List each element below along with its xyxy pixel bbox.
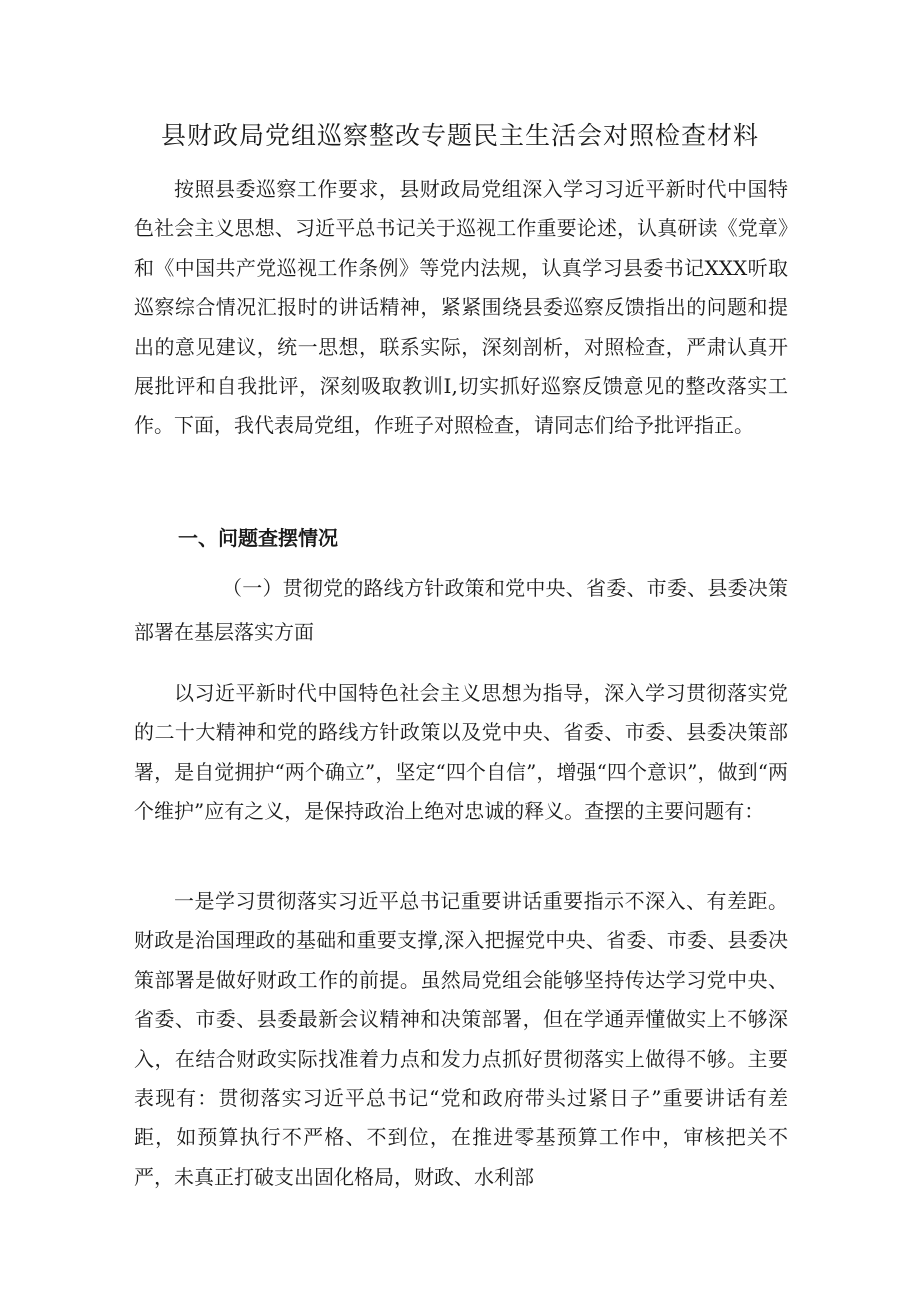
intro-paragraph: 按照县委巡察工作要求，县财政局党组深入学习习近平新时代中国特色社会主义思想、习近平总书记关于巡视工作重要论述，认真研读《党章》和《中国共产党巡视工作条例》等党内法规，认真学习县委书记XXX听取巡察综合情况汇报时的讲话精神，紧紧围绕县委巡察反馈指出的问题和提出的意见建议，统一思想，联系实际，深刻剖析，对照检查，严肃认真开展批评和自我批评，深刻吸取教训I,切实抓好巡察反馈意见的整改落实工作。下面，我代表局党组，作班子对照检查，请同志们给予批评指正。 bbox=[134, 177, 788, 438]
section-heading: 一、问题查摆情况 bbox=[178, 526, 338, 550]
document-title: 县财政局党组巡察整改专题民主生活会对照检查材料 bbox=[160, 121, 759, 150]
guidance-paragraph: 以习近平新时代中国特色社会主义思想为指导，深入学习贯彻落实党的二十大精神和党的路线方针政策以及党中央、省委、市委、县委决策部署，是自觉拥护“两个确立”，坚定“四个自信”，增强“四个意识”，做到“两个维护”应有之义，是保持政治上绝对忠诚的释义。查摆的主要问题有： bbox=[134, 681, 788, 824]
issue-paragraph: 一是学习贯彻落实习近平总书记重要讲话重要指示不深入、有差距。财政是治国理政的基础和重要支撑,深入把握党中央、省委、市委、县委决策部署是做好财政工作的前提。虽然局党组会能够坚持传达学习党中央、省委、市委、县委最新会议精神和决策部署，但在学通弄懂做实上不够深入，在结合财政实际找准着力点和发力点抓好贯彻落实上做得不够。主要表现有：贯彻落实习近平总书记“党和政府带头过紧日子”重要讲话有差距，如预算执行不严格、不到位，在推进零基预算工作中，审核把关不严，未真正打破支出固化格局，财政、水利部 bbox=[134, 889, 788, 1189]
subsection-heading: （一）贯彻党的路线方针政策和党中央、省委、市委、县委决策部署在基层落实方面 bbox=[134, 576, 788, 644]
